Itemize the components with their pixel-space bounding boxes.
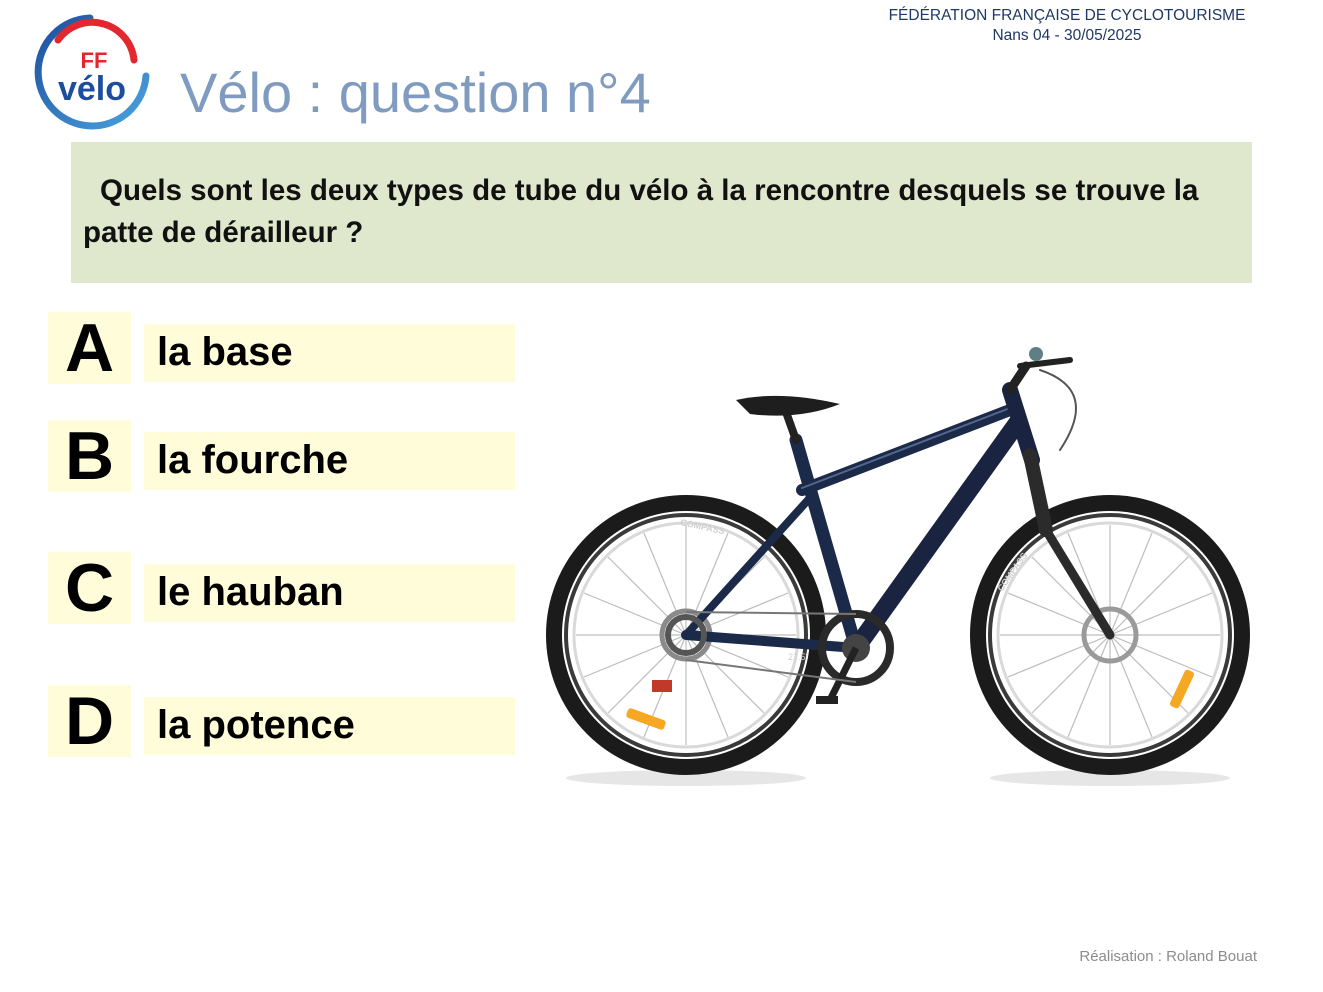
event-info: Nans 04 - 30/05/2025 [992,27,1142,44]
option-d-answer: la potence [144,697,515,755]
option-c-letter: C [48,552,131,624]
page-title: Vélo : question n°4 [180,61,651,124]
logo-text-bottom: vélo [57,70,127,108]
svg-text:COMPASS: COMPASS [995,550,1030,594]
option-b-answer: la fourche [144,432,515,490]
rear-tire-text: COMPASS [679,517,726,537]
option-a-letter: A [48,312,131,384]
option-b-letter: B [48,420,131,492]
question-box [71,142,1252,283]
frame-size-text: 27.5" [788,652,809,662]
mountain-bike-image [540,330,1260,800]
option-a-answer: la base [144,324,515,382]
ffvelo-logo [28,12,152,130]
credit-text: Réalisation : Roland Bouat [1079,948,1257,965]
logo-text-top: FF [80,48,108,73]
question-text: Quels sont les deux types de tube du vélo à la rencontre desquels se trouve la patte de dérailleur ? [83,174,1199,249]
organisation-name: FÉDÉRATION FRANÇAISE DE CYCLOTOURISME [888,7,1246,24]
bike-frame [686,347,1110,648]
option-c-answer: le hauban [144,564,515,622]
organisation-block [860,6,1274,46]
option-d-letter: D [48,685,131,757]
